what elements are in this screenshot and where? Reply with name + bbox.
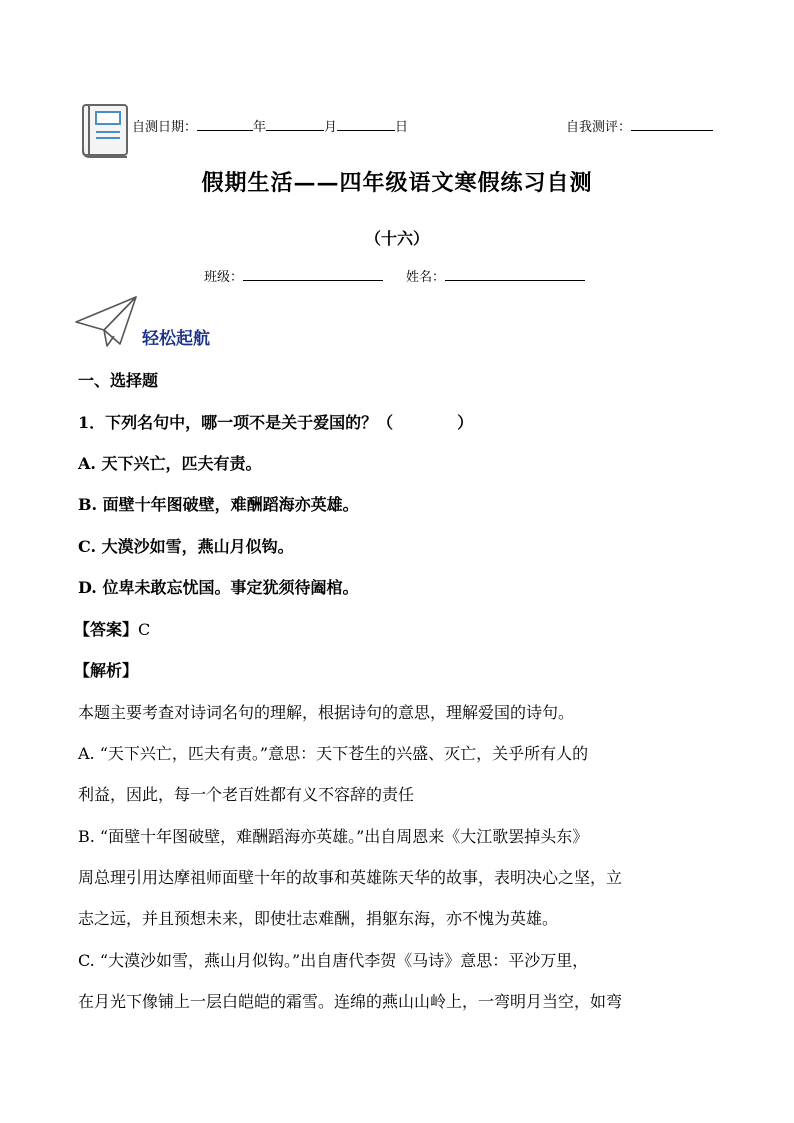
page-subtitle: （十六） <box>364 229 429 248</box>
month-label: 月 <box>324 120 338 135</box>
analysis-line: A. “天下兴亡，匹夫有责。”意思：天下苍生的兴盛、灭亡，关乎所有人的 <box>78 744 589 763</box>
part-heading: 一、选择题 <box>78 371 159 390</box>
analysis-line: 志之远，并且预想未来，即使壮志难酬，捐躯东海，亦不愧为英雄。 <box>78 909 559 928</box>
date-label: 自测日期： <box>132 120 198 135</box>
option-a: A. 天下兴亡，匹夫有责。 <box>78 454 262 473</box>
option-b: B. 面壁十年图破壁，难酬蹈海亦英雄。 <box>78 495 359 514</box>
year-blank[interactable] <box>197 118 253 131</box>
self-eval-label: 自我测评： <box>566 120 632 135</box>
class-blank[interactable] <box>243 268 383 281</box>
book-icon <box>80 103 130 159</box>
name-label: 姓名： <box>406 270 446 285</box>
paper-plane-icon <box>74 294 140 350</box>
page-title: 假期生活——四年级语文寒假练习自测 <box>201 170 593 196</box>
month-blank[interactable] <box>266 118 324 131</box>
class-field <box>204 266 383 285</box>
answer-label: 【答案】 <box>74 620 139 639</box>
answer-value: C <box>138 620 151 639</box>
option-c: C. 大漠沙如雪，燕山月似钩。 <box>78 537 294 556</box>
answer-line <box>74 617 150 640</box>
day-blank[interactable] <box>337 118 395 131</box>
name-blank[interactable] <box>445 268 585 281</box>
section-label: 轻松起航 <box>142 329 210 349</box>
analysis-line: 利益，因此，每一个老百姓都有义不容辞的责任 <box>78 785 415 804</box>
analysis-label: 【解析】 <box>74 661 139 680</box>
self-eval-field <box>566 116 713 135</box>
option-d: D. 位卑未敢忘忧国。事定犹须待阖棺。 <box>78 578 359 597</box>
analysis-line: 本题主要考查对诗词名句的理解，根据诗句的意思，理解爱国的诗句。 <box>78 703 575 722</box>
class-label: 班级： <box>204 270 244 285</box>
year-label: 年 <box>253 120 267 135</box>
analysis-line: 在月光下像铺上一层白皑皑的霜雪。连绵的燕山山岭上，一弯明月当空，如弯 <box>78 992 623 1011</box>
analysis-line: C. “大漠沙如雪，燕山月似钩。”出自唐代李贺《马诗》意思：平沙万里， <box>78 951 589 970</box>
self-eval-blank[interactable] <box>631 118 713 131</box>
analysis-line: 周总理引用达摩祖师面壁十年的故事和英雄陈天华的故事，表明决心之坚，立 <box>78 868 623 887</box>
name-field <box>406 266 585 285</box>
date-field <box>132 116 408 135</box>
day-label: 日 <box>395 120 409 135</box>
question-stem: 1．下列名句中，哪一项不是关于爱国的？（ ） <box>78 413 474 432</box>
analysis-line: B. “面壁十年图破壁，难酬蹈海亦英雄。”出自周恩来《大江歌罢掉头东》 <box>78 827 589 846</box>
